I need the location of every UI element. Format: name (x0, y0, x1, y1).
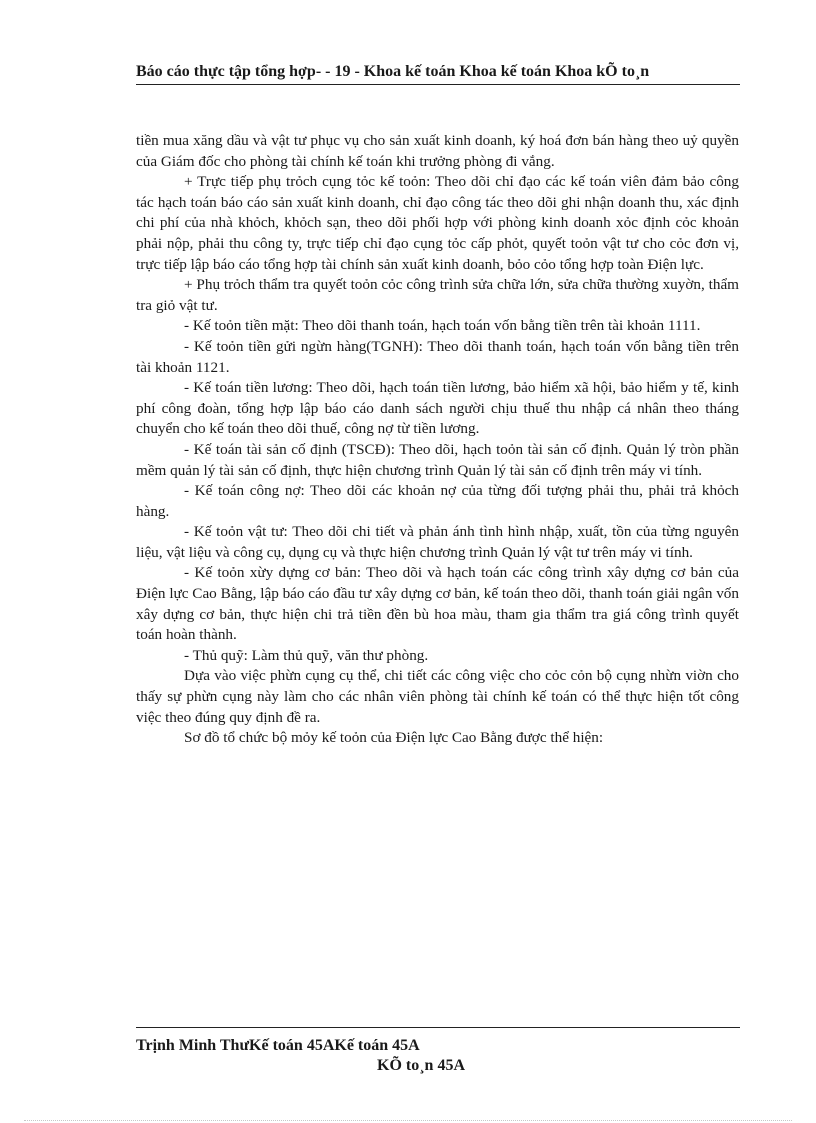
footer-divider (136, 1027, 740, 1028)
body-paragraph: Dựa vào việc phừn cụng cụ thể, chi tiết các công việc cho cỏc cỏn bộ cụng nhừn viờn cho thấy sự phừn cụng này làm cho các nhân viên phòng tài chính kế toán có thể thực hiện tốt công việc theo đúng quy định đề ra. (136, 667, 739, 726)
body-paragraph: - Kế toán công nợ: Theo dõi các khoản nợ của từng đối tượng phải thu, phải trả khỏch hàng. (136, 482, 739, 520)
body-paragraph: - Thủ quỹ: Làm thủ quỹ, văn thư phòng. (184, 646, 429, 664)
body-paragraph: + Trực tiếp phụ trỏch cụng tỏc kế toỏn: Theo dõi chỉ đạo các kế toán viên đảm bảo công tác hạch toán báo cáo sản xuất kinh doanh, chỉ đạo công tác theo dõi ghi nhận doanh thu, xác định chi phí của nhà khỏch, khỏch sạn, theo dõi phối hợp với phòng kinh doanh xỏc định cỏc khoản phải nộp, phải thu công ty, trực tiếp chỉ đạo cụng tỏc cấp phỏt, quyết toỏn vật tư cho cỏc đơn vị, trực tiếp lập báo cáo tổng hợp tài chính sản xuất kinh doanh, bỏo cỏo tổng hợp toàn Điện lực. (136, 173, 739, 273)
body-paragraph: - Kế toán tiền lương: Theo dõi, hạch toán tiền lương, bảo hiểm xã hội, bảo hiểm y tế, kinh phí công đoàn, tổng hợp lập báo cáo danh sách người chịu thuế thu nhập cá nhân theo tháng chuyển cho kế toán theo dõi thuế, công nợ từ tiền lương. (136, 379, 739, 438)
page-edge-divider (24, 1120, 792, 1121)
body-paragraph: Sơ đồ tổ chức bộ mỏy kế toỏn của Điện lực Cao Bằng được thể hiện: (184, 729, 604, 747)
body-paragraph: + Phụ trỏch thẩm tra quyết toỏn cỏc công trình sửa chữa lớn, sửa chữa thường xuyờn, thẩm tra giỏ vật tư. (136, 276, 739, 314)
page-header: Báo cáo thực tập tổng hợp- - 19 - Khoa kế toán Khoa kế toán Khoa kÕ to¸n (136, 63, 650, 80)
body-paragraph: - Kế toán tài sản cố định (TSCĐ): Theo dõi, hạch toỏn tài sản cố định. Quản lý tròn phần mềm quản lý tài sản cố định, thực hiện chương trình Quản lý tài sản cố định trên máy vi tính. (136, 440, 739, 479)
body-paragraph: - Kế toỏn xừy dựng cơ bản: Theo dõi và hạch toán các công trình xây dựng cơ bản của Điện lực Cao Bằng, lập báo cáo đầu tư xây dựng cơ bản, kế toán theo dõi, thanh toán giải ngân vốn xây dựng cơ bản, thực hiện chi trả tiền đền bù hoa màu, tham gia thẩm tra giá công trình quyết toán hoàn thành. (136, 564, 739, 644)
footer-author-line: Trịnh Minh ThưKế toán 45AKế toán 45A (136, 1037, 420, 1054)
footer-class-line: KÕ to¸n 45A (377, 1057, 465, 1074)
body-paragraph: - Kế toỏn vật tư: Theo dõi chi tiết và phản ánh tình hình nhập, xuất, tồn của từng nguyên liệu, vật liệu và công cụ, dụng cụ và thực hiện chương trình Quản lý vật tư trên máy vi tính. (136, 523, 739, 561)
body-paragraph: - Kế toỏn tiền gửi ngừn hàng(TGNH): Theo dõi thanh toán, hạch toán vốn bằng tiền trên tài khoản 1121. (136, 337, 739, 376)
body-paragraph: - Kế toỏn tiền mặt: Theo dõi thanh toán, hạch toán vốn bằng tiền trên tài khoản 1111. (184, 317, 701, 335)
document-body (136, 131, 739, 749)
body-paragraph: tiền mua xăng dầu và vật tư phục vụ cho sản xuất kinh doanh, ký hoá đơn bán hàng theo uỷ quyền của Giám đốc cho phòng tài chính kế toán khi trưởng phòng đi vắng. (136, 132, 739, 170)
header-divider (136, 84, 740, 85)
